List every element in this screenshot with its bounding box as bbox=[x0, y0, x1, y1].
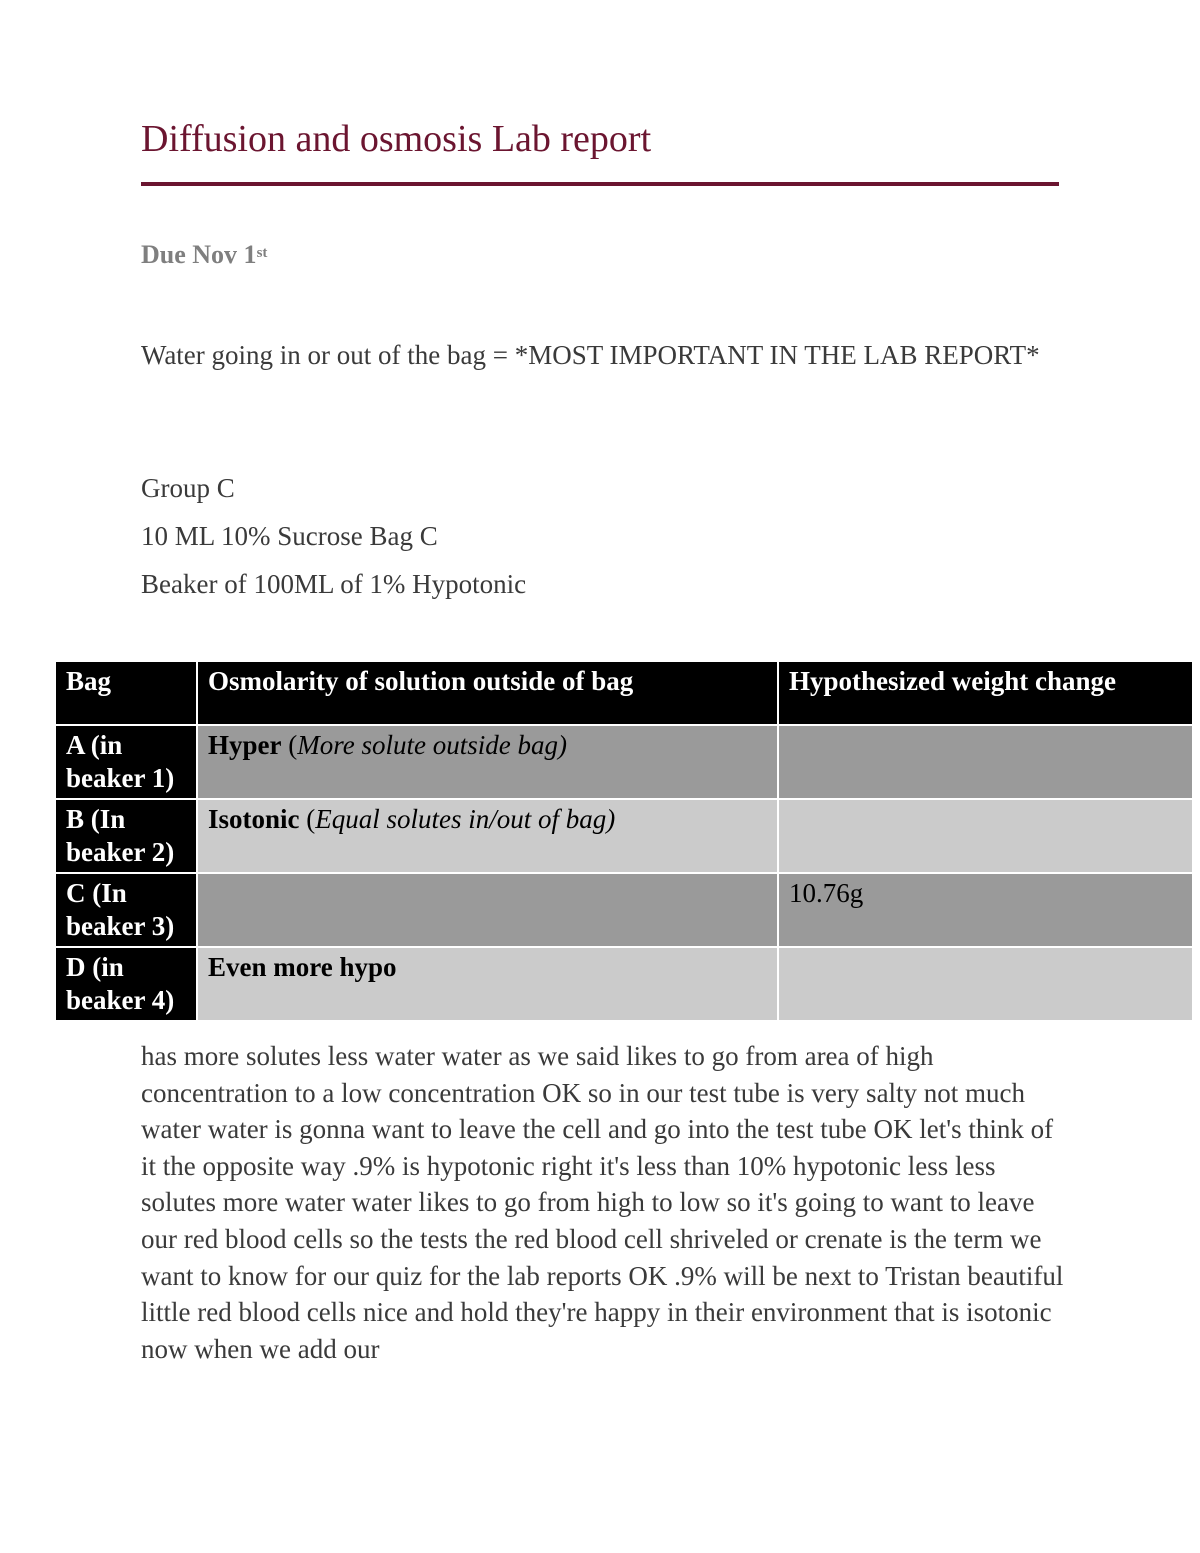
due-date-suffix: st bbox=[256, 245, 268, 261]
due-date bbox=[141, 238, 267, 272]
weight-change-cell bbox=[778, 725, 1192, 799]
osmolarity-type: Isotonic bbox=[208, 804, 300, 834]
table-row bbox=[56, 873, 1192, 947]
osmolarity-cell bbox=[197, 799, 778, 873]
osmolarity-paren: ( bbox=[281, 730, 298, 760]
title-divider bbox=[141, 182, 1059, 186]
bag-cell: B (In beaker 2) bbox=[56, 799, 197, 873]
beaker-description: Beaker of 100ML of 1% Hypotonic bbox=[141, 569, 527, 599]
header-weight-change: Hypothesized weight change bbox=[778, 662, 1192, 725]
osmolarity-cell bbox=[197, 947, 778, 1020]
important-note: Water going in or out of the bag = *MOST IMPORTANT IN THE LAB REPORT* bbox=[141, 340, 1040, 370]
osmolarity-cell bbox=[197, 725, 778, 799]
osmolarity-note: More solute outside bag) bbox=[297, 730, 567, 760]
bag-table bbox=[56, 662, 1192, 1020]
weight-change-cell: 10.76g bbox=[778, 873, 1192, 947]
header-osmolarity: Osmolarity of solution outside of bag bbox=[197, 662, 778, 725]
table-header-row bbox=[56, 662, 1192, 725]
header-bag: Bag bbox=[56, 662, 197, 725]
table-row bbox=[56, 947, 1192, 1020]
page-title: Diffusion and osmosis Lab report bbox=[141, 118, 652, 160]
osmolarity-note: Equal solutes in/out of bag) bbox=[315, 804, 616, 834]
due-date-text: Due Nov 1 bbox=[141, 240, 257, 269]
notes-paragraph: has more solutes less water water as we said likes to go from area of high concentration to a low concentration OK so in our test tube is very salty not much water water is gonna want to leave the cell and go into the test tube OK let's think of it the opposite way .9% is hypotonic right it's less than 10% hypotonic less less solutes more water water likes to go from high to low so it's going to want to leave our red blood cells so the tests the red blood cell shriveled or crenate is the term we want to know for our quiz for the lab reports OK .9% will be next to Tristan beautiful little red blood cells nice and hold they're happy in their environment that is isotonic now when we add our bbox=[141, 1041, 1064, 1364]
weight-change-cell bbox=[778, 799, 1192, 873]
osmolarity-paren: ( bbox=[299, 804, 316, 834]
bag-cell: C (In beaker 3) bbox=[56, 873, 197, 947]
bag-cell: D (in beaker 4) bbox=[56, 947, 197, 1020]
weight-change-cell bbox=[778, 947, 1192, 1020]
table-row bbox=[56, 799, 1192, 873]
osmolarity-type: Even more hypo bbox=[208, 952, 397, 982]
bag-description: 10 ML 10% Sucrose Bag C bbox=[141, 521, 438, 551]
group-label: Group C bbox=[141, 473, 235, 503]
osmolarity-cell bbox=[197, 873, 778, 947]
table-row bbox=[56, 725, 1192, 799]
osmolarity-type: Hyper bbox=[208, 730, 282, 760]
bag-cell: A (in beaker 1) bbox=[56, 725, 197, 799]
